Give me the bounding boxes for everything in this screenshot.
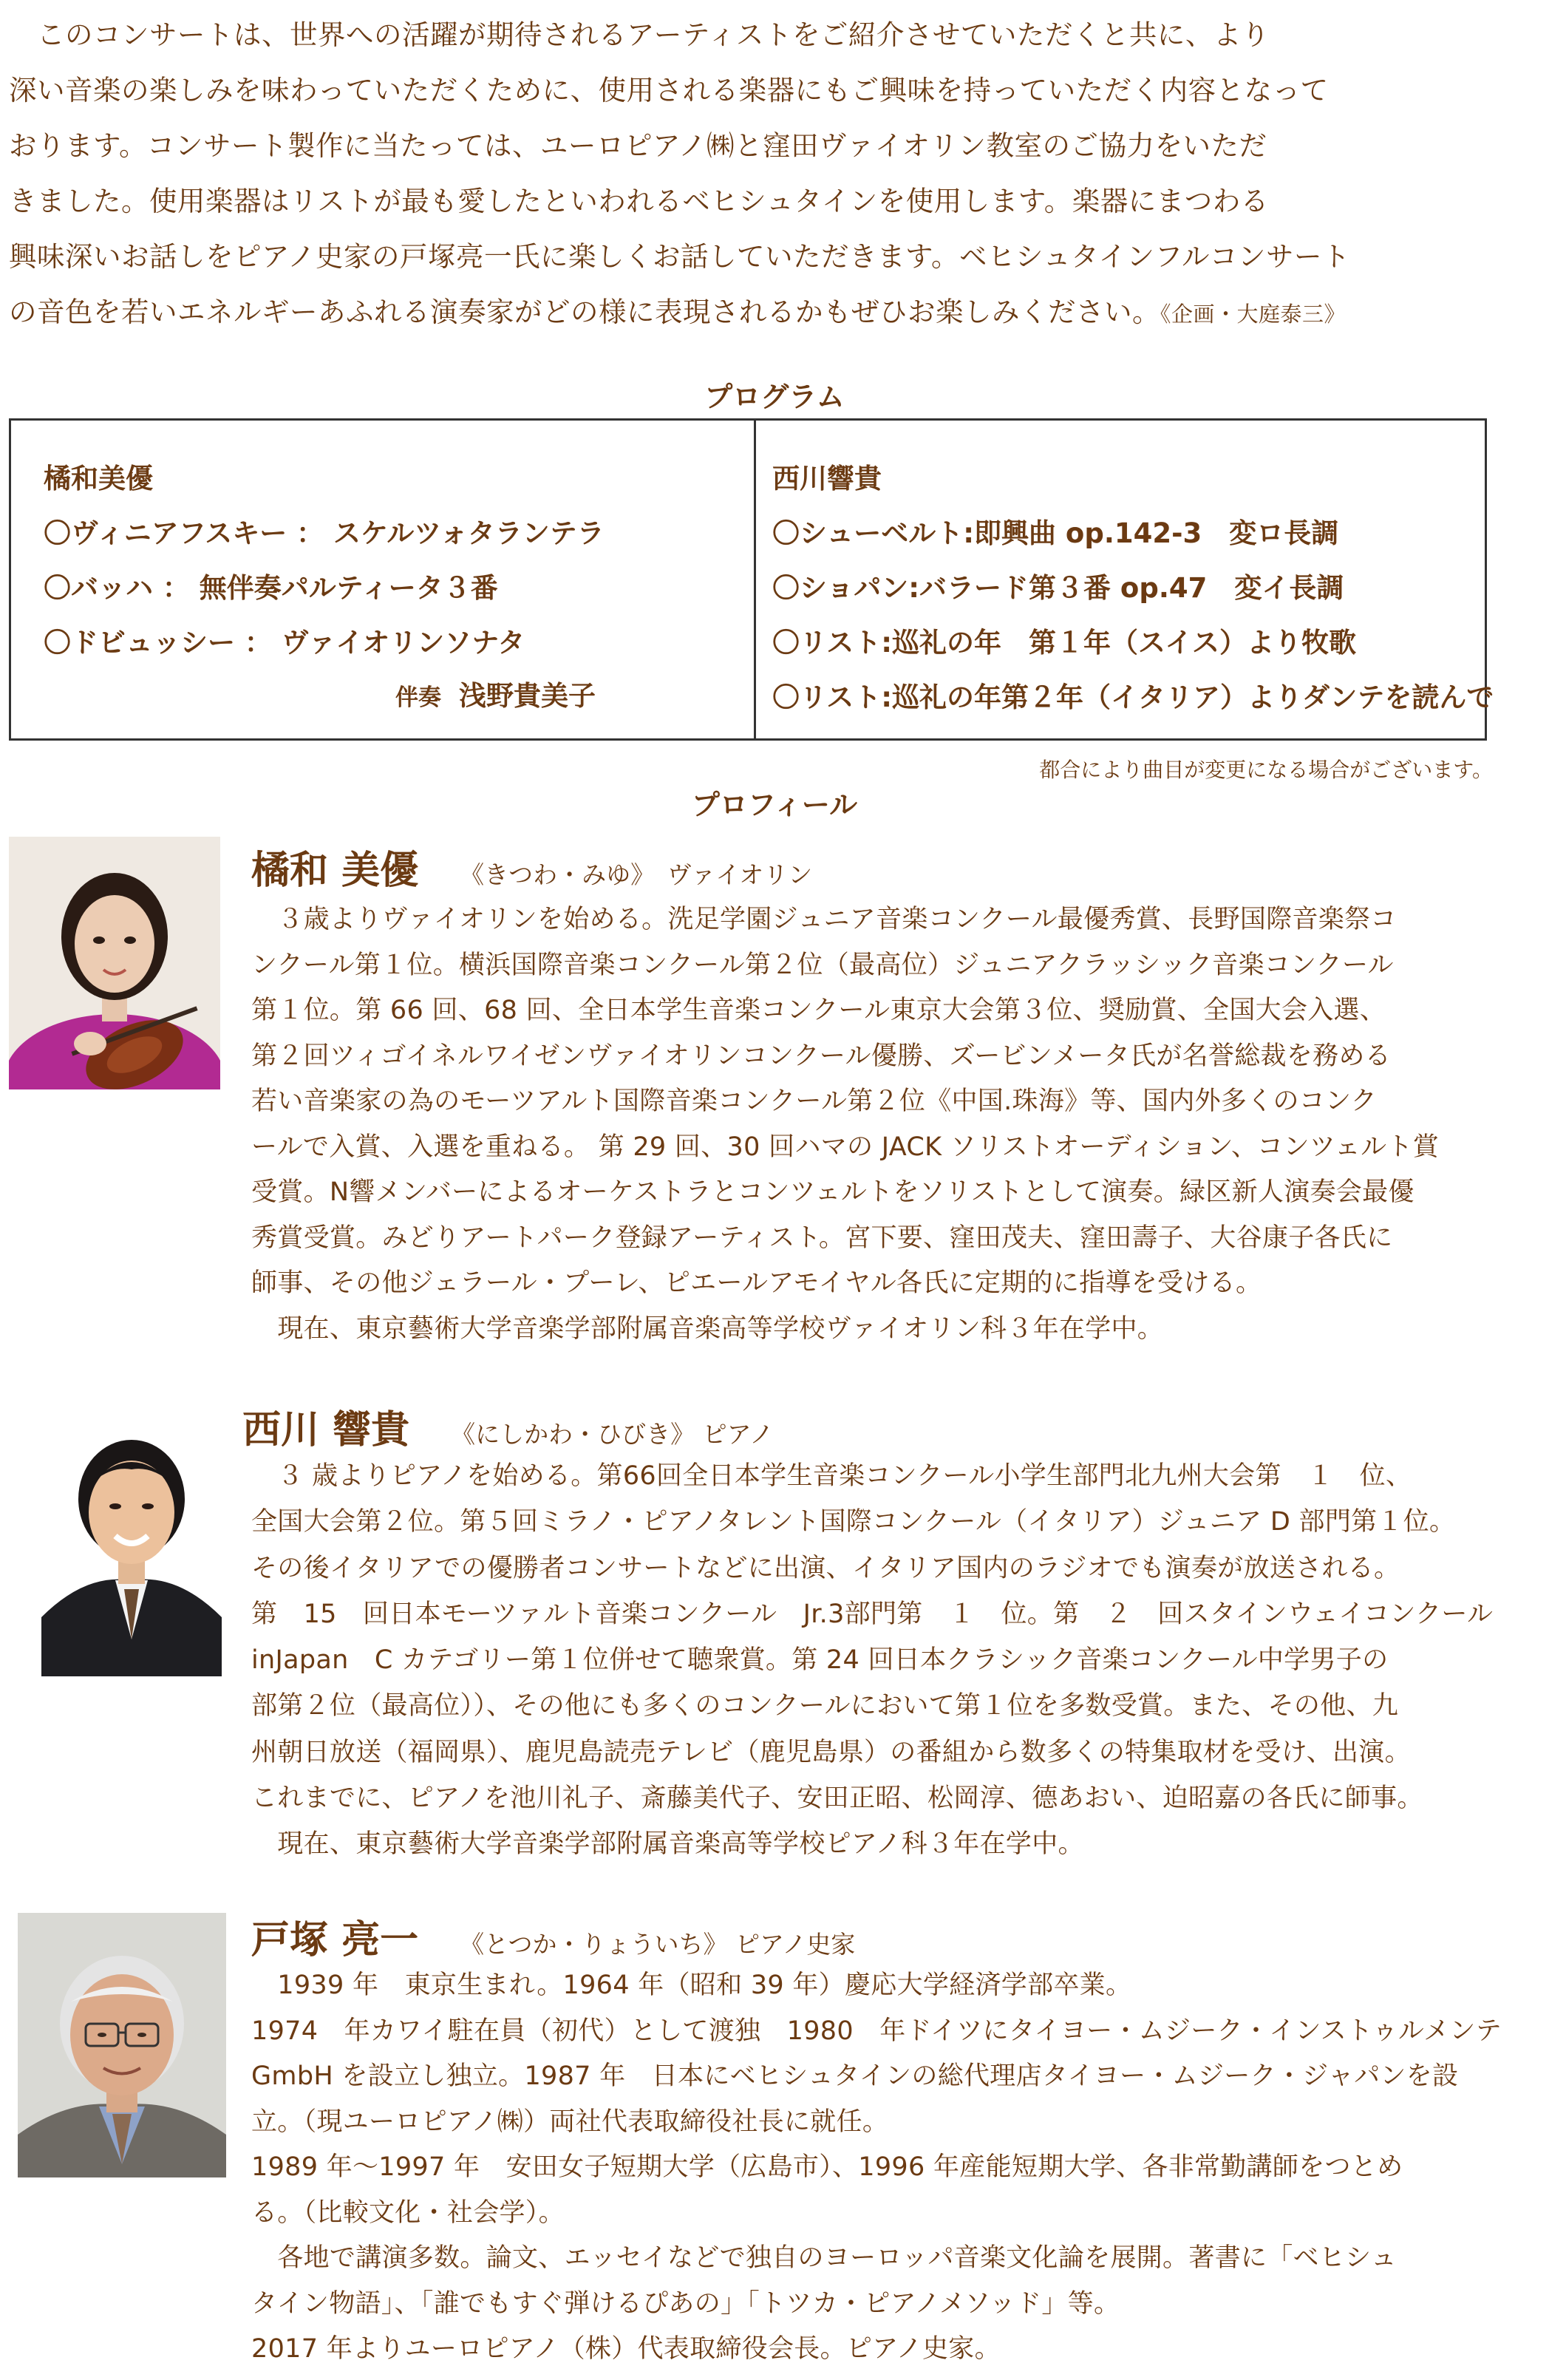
bio-line: ３歳よりヴァイオリンを始める。洗足学園ジュニア音楽コンクール最優秀賞、長野国際音楽祭コ xyxy=(251,905,1397,934)
intro-line: おります。コンサート製作に当たっては、ユーロピアノ㈱と窪田ヴァイオリン教室のご協力をいただ xyxy=(9,129,1267,162)
bio-line: 師事、その他ジェラール・プーレ、ピエールアモイヤル各氏に定期的に指導を受ける。 xyxy=(251,1268,1262,1298)
intro-credit: 《企画・大庭泰三》 xyxy=(1160,302,1347,327)
profile-reading-role: 《にしかわ・ひびき》 ピアノ xyxy=(451,1420,774,1449)
portrait-photo-kitsuwa xyxy=(9,837,220,1089)
bio-line: 部第２位（最高位））、その他にも多くのコンクールにおいて第１位を多数受賞。また、その他、九 xyxy=(251,1691,1399,1721)
intro-last-line xyxy=(9,285,1494,340)
portrait-photo-nishikawa xyxy=(41,1395,222,1676)
profile-name-row xyxy=(251,839,812,894)
bio-line: GmbH を設立し独立。1987 年 日本にベヒシュタインの総代理店タイヨー・ムジーク・ジャパンを設 xyxy=(251,2061,1459,2091)
bio-line: 立。（現ユーロピアノ㈱）両社代表取締役社長に就任。 xyxy=(251,2107,889,2137)
profile-title: プロフィール xyxy=(691,789,858,821)
program-title: プログラム xyxy=(704,381,845,413)
profile-name: 戸塚 亮一 xyxy=(251,1918,419,1962)
intro-paragraph xyxy=(9,7,1494,340)
bio-line: 1939 年 東京生まれ。1964 年（昭和 39 年）慶応大学経済学部卒業。 xyxy=(251,1971,1132,2000)
bio-line: 第２回ツィゴイネルワイゼンヴァイオリンコンクール優勝、ズービンメータ氏が名誉総裁を務める xyxy=(251,1041,1392,1071)
pianist-portrait-icon xyxy=(41,1395,222,1676)
program-item: 〇リスト:巡礼の年第２年（イタリア）よりダンテを読んで xyxy=(772,681,1494,713)
program-left-column xyxy=(44,452,605,670)
intro-line: このコンサートは、世界への活躍が期待されるアーティストをご紹介させていただくと共に、より xyxy=(9,18,1270,51)
program-left-performer: 橘和美優 xyxy=(44,463,153,494)
bio-line: タイン物語」、「誰でもすぐ弾けるぴあの」「トツカ・ピアノメソッド」等。 xyxy=(251,2288,1120,2319)
program-item: 〇バッハ ： 無伴奏パルティータ３番 xyxy=(44,572,498,604)
profile-name: 西川 響貴 xyxy=(242,1408,410,1452)
intro-line: 興味深いお話しをピアノ史家の戸塚亮一氏に楽しくお話していただきます。ベヒシュタインフルコンサート xyxy=(9,240,1350,273)
profile-name: 橘和 美優 xyxy=(251,849,419,893)
program-box xyxy=(9,418,1494,741)
bio-line: 各地で講演多数。論文、エッセイなどで独自のヨーロッパ音楽文化論を展開。著書に「ベヒシュ xyxy=(251,2243,1397,2273)
program-item: 〇ドビュッシー ： ヴァイオリンソナタ xyxy=(44,627,525,659)
bio-line: 第 15 回日本モーツァルト音楽コンクール Jr.3部門第 １ 位。第 ２ 回スタインウェイコンクール xyxy=(251,1599,1494,1629)
bio-line: これまでに、ピアノを池川礼子、斎藤美代子、安田正昭、松岡淳、德あおい、迫昭嘉の各氏に師事。 xyxy=(251,1784,1423,1814)
bio-line: 現在、東京藝術大学音楽学部附属音楽高等学校ピアノ科３年在学中。 xyxy=(251,1829,1084,1860)
profile-name-row xyxy=(251,1908,855,1964)
profile-reading-role: 《きつわ・みゆ》 ヴァイオリン xyxy=(460,860,813,889)
profile-bio xyxy=(251,897,1439,1352)
violinist-portrait-icon xyxy=(9,837,220,1089)
bio-line: ンクール第１位。横浜国際音楽コンクール第２位（最高位）ジュニアクラッシック音楽コンクール xyxy=(251,950,1394,980)
profile-bio xyxy=(251,1453,1493,1868)
program-item: 〇ヴィニアフスキー ： スケルツォタランテラ xyxy=(44,517,605,549)
portrait-photo-totsuka xyxy=(18,1913,226,2177)
accompanist-name: 浅野貴美子 xyxy=(459,680,596,712)
bio-line: 第１位。第 66 回、68 回、全日本学生音楽コンクール東京大会第３位、奨励賞、全国大会入選、 xyxy=(251,996,1386,1025)
bio-line: その後イタリアでの優勝者コンサートなどに出演、イタリア国内のラジオでも演奏が放送される。 xyxy=(251,1553,1400,1583)
bio-line: ールで入賞、入選を重ねる。 第 29 回、30 回ハマの JACK ソリストオーディション、コンツェルト賞 xyxy=(251,1132,1440,1162)
accompaniment xyxy=(395,673,596,713)
bio-line: る。（比較文化・社会学）。 xyxy=(251,2197,565,2228)
profile-bio xyxy=(251,1963,1502,2373)
program-divider xyxy=(754,421,756,738)
bio-line: 秀賞受賞。みどりアートパーク登録アーティスト。宮下要、窪田茂夫、窪田壽子、大谷康子各氏に xyxy=(251,1223,1393,1253)
bio-line: 受賞。N響メンバーによるオーケストラとコンツェルトをソリストとして演奏。緑区新人演奏会最優 xyxy=(251,1177,1414,1207)
bio-line: 2017 年よりユーロピアノ（株）代表取締役会長。ピアノ史家。 xyxy=(251,2334,1001,2364)
intro-line: 深い音楽の楽しみを味わっていただくために、使用される楽器にもご興味を持っていただく内容となって xyxy=(9,74,1329,106)
accompaniment-label: 伴奏 xyxy=(395,684,441,711)
intro-line: の音色を若いエネルギーあふれる演奏家がどの様に表現されるかもぜひお楽しみください。 xyxy=(9,296,1160,328)
bio-line: 1989 年～1997 年 安田女子短期大学（広島市）、1996 年産能短期大学、各非常勤講師をつとめ xyxy=(251,2152,1403,2182)
historian-portrait-icon xyxy=(18,1913,226,2177)
program-right-performer: 西川響貴 xyxy=(772,463,882,494)
program-change-note: 都合により曲目が変更になる場合がございます。 xyxy=(1039,758,1493,782)
program-right-column xyxy=(772,452,1494,725)
program-item: 〇リスト:巡礼の年 第１年（スイス）より牧歌 xyxy=(772,627,1356,659)
bio-line: ３ 歳よりピアノを始める。第66回全日本学生音楽コンクール小学生部門北九州大会第 １ 位、 xyxy=(251,1461,1412,1491)
profile-name-row xyxy=(242,1398,774,1454)
bio-line: 全国大会第２位。第５回ミラノ・ピアノタレント国際コンクール（イタリア）ジュニア D 部門第１位。 xyxy=(251,1507,1456,1537)
bio-line: inJapan C カテゴリー第１位併せて聴衆賞。第 24 回日本クラシック音楽コンクール中学男子の xyxy=(251,1645,1389,1676)
intro-line: きました。使用楽器はリストが最も愛したといわれるベヒシュタインを使用します。楽器にまつわる xyxy=(9,185,1269,217)
bio-line: 若い音楽家の為のモーツアルト国際音楽コンクール第２位《中国.珠海》等、国内外多くのコンク xyxy=(251,1087,1378,1116)
program-item: 〇ショパン:バラード第３番 op.47 変イ長調 xyxy=(772,572,1344,604)
bio-line: 現在、東京藝術大学音楽学部附属音楽高等学校ヴァイオリン科３年在学中。 xyxy=(251,1313,1164,1344)
profile-reading-role: 《とつか・りょういち》 ピアノ史家 xyxy=(460,1930,856,1959)
bio-line: 州朝日放送（福岡県）、鹿児島読売テレビ（鹿児島県）の番組から数多くの特集取材を受け、出演。 xyxy=(251,1737,1411,1767)
program-item: 〇シューベルト:即興曲 op.142-3 変ロ長調 xyxy=(772,517,1339,549)
bio-line: 1974 年カワイ駐在員（初代）として渡独 1980 年ドイツにタイヨー・ムジーク・インストゥルメンテ xyxy=(251,2016,1502,2046)
